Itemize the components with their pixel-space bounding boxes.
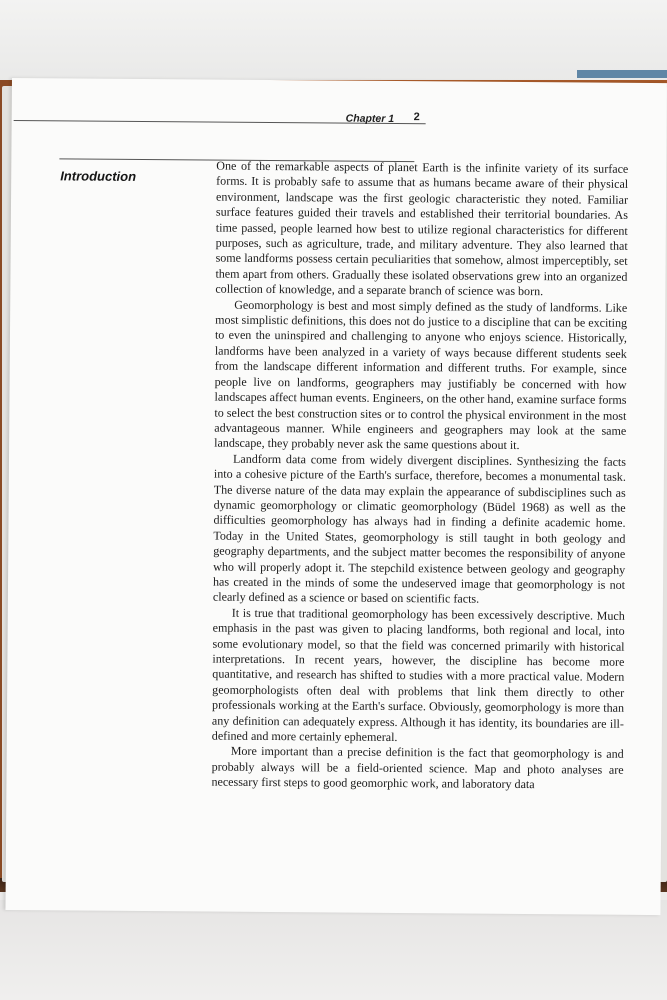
- backdrop-top: [0, 0, 667, 82]
- book-page: [5, 78, 667, 915]
- paragraph: Landform data come from widely divergent disciplines. Synthesizing the facts into a cohesive picture of the Earth's surface, therefore, becomes a monumental task. The diverse nature of the data may explain the appearance of subdisciplines such as dynamic geomorphology or climatic geomorphology (Büdel 1968) as well as the difficulties geomorphology has always had in finding a definite academic home. Today in the United States, geomorphology is still taught in both geology and geography departments, and the subject matter becomes the responsibility of anyone who will properly adopt it. The stepchild existence between geology and geography has created in the minds of some the undeserved image that geomorphology is not clearly defined as a science or based on scientific facts.: [212, 451, 627, 607]
- page-content: [5, 78, 667, 915]
- backdrop-bottom: [0, 900, 667, 1000]
- paragraph: Geomorphology is best and most simply defined as the study of landforms. Like most simplistic definitions, this does not do justice to a discipline that can be exciting to even the uninspired and challenging to anyone who enjoys science. Historically, landforms have been analyzed in a variety of ways because different students seek from the landscape different information and different truths. For example, since people live on landforms, geographers may justifiably be concerned with how landscapes affect human events. Engineers, on the other hand, examine surface forms to select the best construction sites or to control the physical environment in the most advantageous manner. While engineers and geographers may look at the same landscape, they probably never ask the same questions about it.: [214, 297, 628, 453]
- page-number: 2: [413, 111, 420, 124]
- paragraph: It is true that traditional geomorphology has been excessively descriptive. Much emphasis in the past was given to placing landforms, both regional and local, into some evolutionary model, so that the field was concerned primarily with historical interpretations. In recent years, however, the discipline has become more quantitative, and research has shifted to studies with a more practical value. Modern geomorphologists often deal with problems that link them directly to other professionals working at the Earth's surface. Obviously, geomorphology is more than any definition can adequately express. Although it has identity, its boundaries are ill-defined and more certainly ephemeral.: [211, 605, 625, 745]
- paragraph: More important than a precise definition is the fact that geomorphology is and probably always will be a field-oriented science. Map and photo analyses are necessary first steps to good geomorphic work, and laboratory data: [211, 744, 624, 792]
- running-head-chapter: Chapter 1: [345, 112, 395, 126]
- body-text: [211, 159, 628, 794]
- section-heading: Introduction: [60, 168, 137, 184]
- paragraph: One of the remarkable aspects of planet Earth is the infinite variety of its surface forms. It is probably safe to assume that as humans became aware of their physical environment, landscape was the first geologic characteristic they noted. Familiar surface features guided their travels and established their territorial boundaries. As time passed, people learned how best to utilize regional characteristics for different purposes, such as agriculture, trade, and military adventure. They also learned that some landforms possess certain peculiarities that somehow, almost imperceptibly, set them apart from others. Gradually these isolated observations grew into an organized collection of knowledge, and a separate branch of science was born.: [215, 158, 629, 299]
- book-cover-blue-edge: [577, 70, 667, 78]
